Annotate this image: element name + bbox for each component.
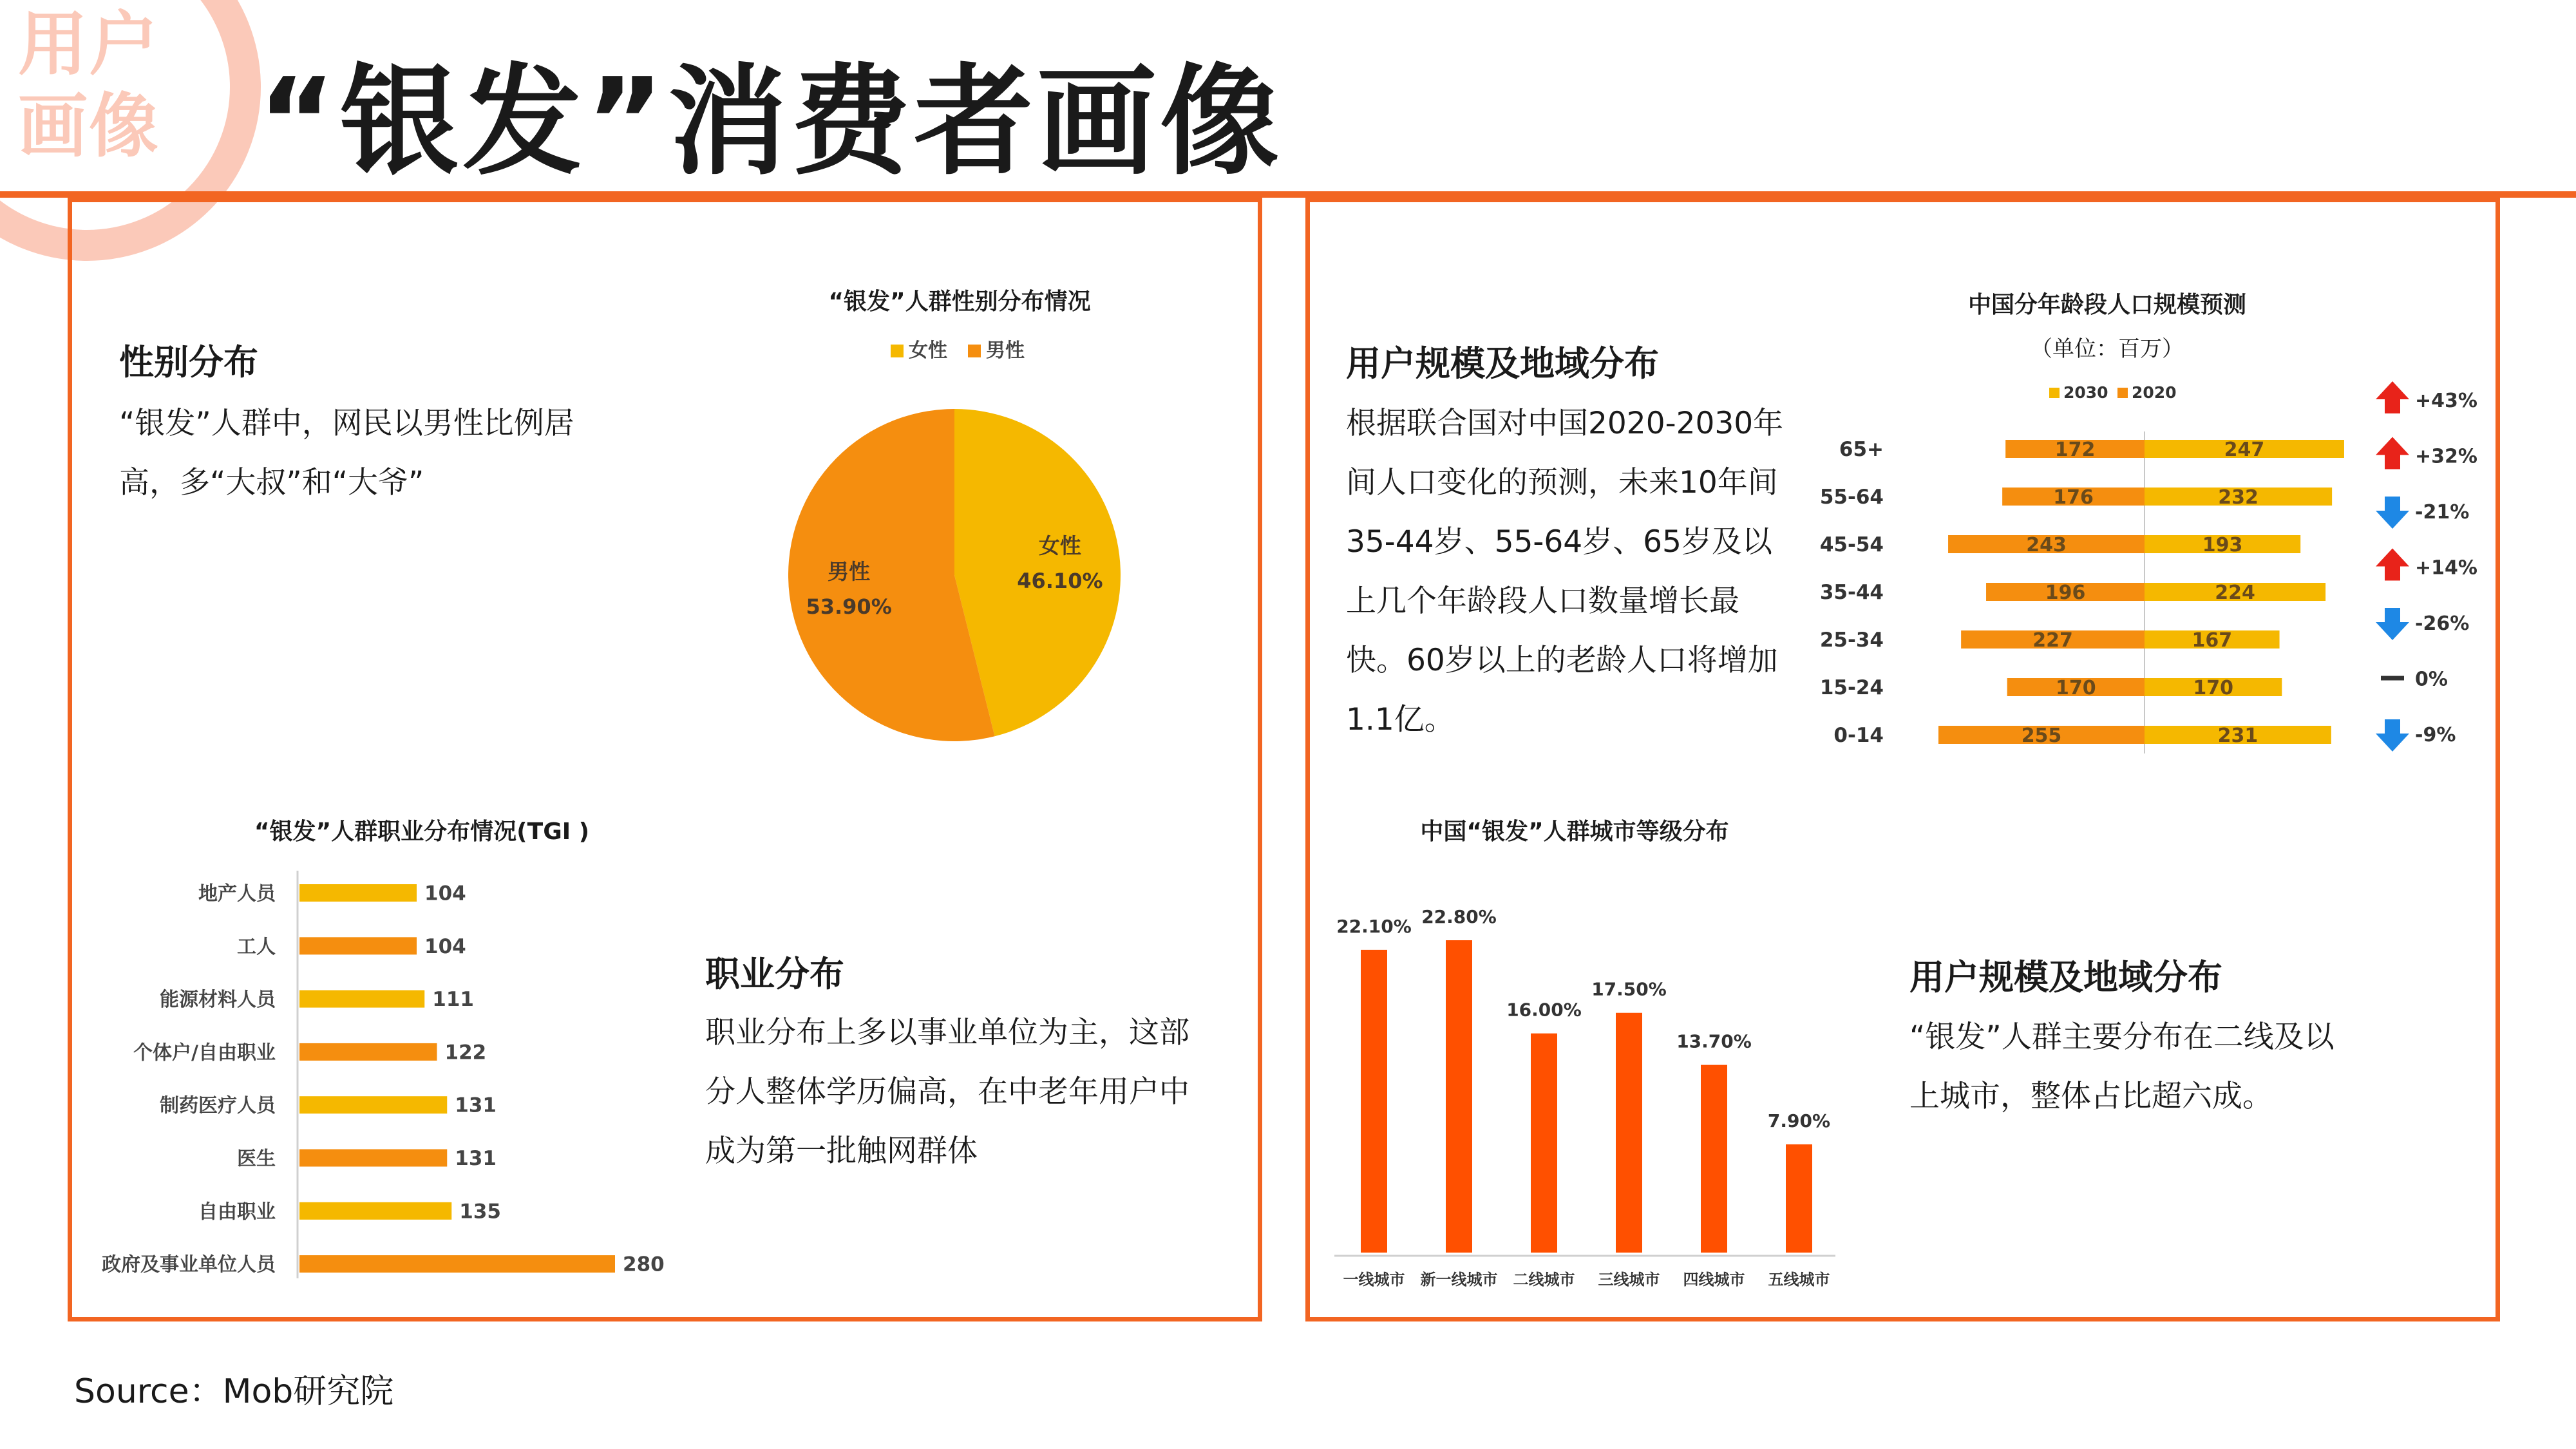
population-change-label: -9% — [2415, 724, 2456, 746]
city-category-label: 新一线城市 — [1420, 1271, 1498, 1289]
population-value-2030: 167 — [2192, 629, 2233, 652]
city-category-label: 一线城市 — [1343, 1271, 1405, 1289]
pie-chart-title: “银发”人群性别分布情况 — [828, 289, 1091, 315]
arrow-down-icon — [2376, 497, 2409, 529]
population-age-label: 55-64 — [1819, 486, 1884, 509]
pie-legend-swatch — [891, 345, 904, 357]
city-category-label: 五线城市 — [1768, 1271, 1830, 1289]
population-change-label: +43% — [2415, 390, 2477, 412]
city-bar — [1616, 1013, 1642, 1253]
scale-text-line: 间人口变化的预测，未来10年间 — [1346, 465, 1778, 500]
pie-slice-value: 53.90% — [806, 594, 892, 620]
population-age-label: 25-34 — [1819, 629, 1884, 652]
population-age-label: 15-24 — [1819, 676, 1884, 699]
population-change-label: +32% — [2415, 445, 2477, 468]
population-legend — [2049, 383, 2177, 402]
occupation-category-label: 自由职业 — [198, 1200, 276, 1224]
scale-text-line: 1.1亿。 — [1346, 702, 1455, 737]
population-change-label: -26% — [2415, 612, 2470, 635]
population-value-2020: 172 — [2054, 439, 2096, 461]
gender-pie-chart — [788, 289, 1121, 741]
page-title: “银发”消费者画像 — [258, 52, 1283, 191]
gender-text-line: “银发”人群中，网民以男性比例居 — [119, 406, 574, 441]
city-value-label: 17.50% — [1591, 978, 1667, 1000]
occupation-bar — [299, 1202, 451, 1220]
dash-icon — [2381, 676, 2404, 681]
scale-text-line: 根据联合国对中国2020-2030年 — [1346, 406, 1784, 441]
city-category-label: 四线城市 — [1683, 1271, 1745, 1289]
gender-text-line: 高，多“大叔”和“大爷” — [119, 465, 424, 500]
occupation-bars — [102, 882, 665, 1276]
corner-line-1: 用户 — [18, 5, 160, 85]
population-chart-title: 中国分年龄段人口规模预测 — [1967, 292, 2247, 318]
occupation-category-label: 政府及事业单位人员 — [102, 1253, 276, 1276]
scale-heading: 用户规模及地域分布 — [1346, 343, 1659, 384]
city-bars — [1336, 906, 1830, 1289]
population-value-2030: 247 — [2224, 439, 2265, 461]
city-bar — [1446, 940, 1472, 1253]
occupation-heading: 职业分布 — [705, 954, 844, 994]
city-value-label: 16.00% — [1506, 999, 1582, 1021]
population-butterfly-chart — [1820, 291, 2477, 753]
occupation-category-label: 制药医疗人员 — [160, 1094, 276, 1117]
city-chart-title: 中国“银发”人群城市等级分布 — [1420, 819, 1729, 845]
city-value-label: 7.90% — [1767, 1110, 1831, 1132]
population-value-2030: 232 — [2218, 486, 2259, 509]
population-change-indicators — [2376, 381, 2477, 752]
source-note: Source：Mob研究院 — [74, 1372, 394, 1411]
city-bar — [1361, 950, 1387, 1253]
city-tier-bar-chart — [1334, 819, 1835, 1289]
population-value-2020: 170 — [2056, 677, 2096, 699]
occupation-value-label: 131 — [455, 1147, 497, 1170]
population-change-label: 0% — [2415, 668, 2448, 691]
occupation-bar — [299, 990, 424, 1008]
gender-heading: 性别分布 — [119, 342, 258, 383]
occupation-category-label: 地产人员 — [198, 882, 276, 905]
city-bar — [1531, 1034, 1557, 1253]
population-value-2030: 193 — [2202, 534, 2243, 556]
arrow-up-icon — [2376, 549, 2409, 581]
pie-legend — [891, 339, 1025, 362]
city-category-label: 三线城市 — [1598, 1271, 1660, 1289]
city-text-line: “银发”人群主要分布在二线及以 — [1909, 1019, 2334, 1055]
occupation-bar — [299, 937, 417, 954]
population-legend-swatch — [2049, 388, 2060, 398]
population-value-2020: 196 — [2045, 582, 2086, 604]
occupation-bar — [299, 1096, 447, 1113]
city-bar — [1786, 1144, 1812, 1253]
pie-slice-value: 46.10% — [1017, 568, 1103, 593]
population-value-2020: 176 — [2053, 486, 2094, 509]
city-heading: 用户规模及地域分布 — [1909, 957, 2222, 998]
population-value-2030: 170 — [2193, 677, 2233, 699]
occupation-value-label: 111 — [432, 988, 474, 1012]
population-value-2020: 243 — [2026, 534, 2067, 556]
population-age-label: 35-44 — [1819, 581, 1884, 604]
occupation-value-label: 131 — [455, 1094, 497, 1117]
pie-slice-label: 男性 — [828, 559, 871, 585]
population-age-label: 0-14 — [1833, 724, 1884, 747]
occupation-bar-chart — [102, 819, 665, 1278]
scale-text-line: 快。60岁以上的老龄人口将增加 — [1346, 643, 1778, 678]
population-value-2030: 231 — [2217, 724, 2259, 747]
pie-slice-label: 女性 — [1038, 533, 1081, 558]
city-bar — [1701, 1065, 1727, 1253]
city-text-line: 上城市，整体占比超六成。 — [1909, 1079, 2273, 1114]
arrow-down-icon — [2376, 719, 2409, 752]
occupation-value-label: 135 — [459, 1200, 501, 1224]
city-value-label: 22.10% — [1336, 915, 1412, 937]
city-category-label: 二线城市 — [1513, 1271, 1575, 1289]
population-value-2020: 227 — [2032, 629, 2073, 652]
occupation-category-label: 工人 — [237, 935, 276, 958]
population-chart-subtitle: （单位：百万） — [2031, 336, 2184, 362]
pie-legend-swatch — [968, 345, 981, 357]
occupation-text-line: 分人整体学历偏高，在中老年用户中 — [705, 1074, 1189, 1110]
population-value-2020: 255 — [2021, 724, 2062, 747]
occupation-text-line: 成为第一批触网群体 — [705, 1133, 978, 1169]
population-change-label: -21% — [2415, 501, 2470, 524]
population-age-label: 65+ — [1839, 438, 1884, 461]
city-value-label: 13.70% — [1676, 1030, 1752, 1052]
arrow-up-icon — [2376, 381, 2409, 413]
pie-legend-label: 女性 — [909, 339, 947, 362]
population-age-label: 45-54 — [1819, 533, 1884, 556]
population-bars — [1820, 438, 2344, 747]
corner-line-2: 画像 — [18, 86, 160, 167]
scale-text-line: 35-44岁、55-64岁、65岁及以 — [1346, 524, 1772, 560]
population-legend-swatch — [2117, 388, 2128, 398]
occupation-text-line: 职业分布上多以事业单位为主，这部 — [705, 1015, 1189, 1050]
population-legend-label: 2030 — [2063, 383, 2108, 402]
occupation-bar — [299, 1043, 437, 1061]
population-value-2030: 224 — [2215, 582, 2255, 604]
scale-text-line: 上几个年龄段人口数量增长最 — [1346, 583, 1739, 619]
occupation-category-label: 个体户/自由职业 — [133, 1041, 276, 1065]
population-change-label: +14% — [2415, 556, 2477, 580]
arrow-up-icon — [2376, 437, 2409, 469]
occupation-bar — [299, 884, 417, 902]
occupation-chart-title: “银发”人群职业分布情况(TGI ) — [254, 819, 590, 845]
occupation-bar — [299, 1150, 447, 1167]
occupation-value-label: 122 — [444, 1041, 487, 1065]
occupation-category-label: 能源材料人员 — [160, 989, 276, 1012]
occupation-bar — [299, 1255, 615, 1273]
occupation-value-label: 104 — [424, 934, 466, 958]
arrow-down-icon — [2376, 608, 2409, 640]
occupation-value-label: 104 — [424, 882, 466, 905]
population-legend-label: 2020 — [2132, 383, 2177, 402]
pie-legend-label: 男性 — [986, 339, 1025, 362]
occupation-value-label: 280 — [623, 1253, 665, 1276]
city-value-label: 22.80% — [1421, 906, 1497, 927]
occupation-category-label: 医生 — [237, 1148, 276, 1170]
